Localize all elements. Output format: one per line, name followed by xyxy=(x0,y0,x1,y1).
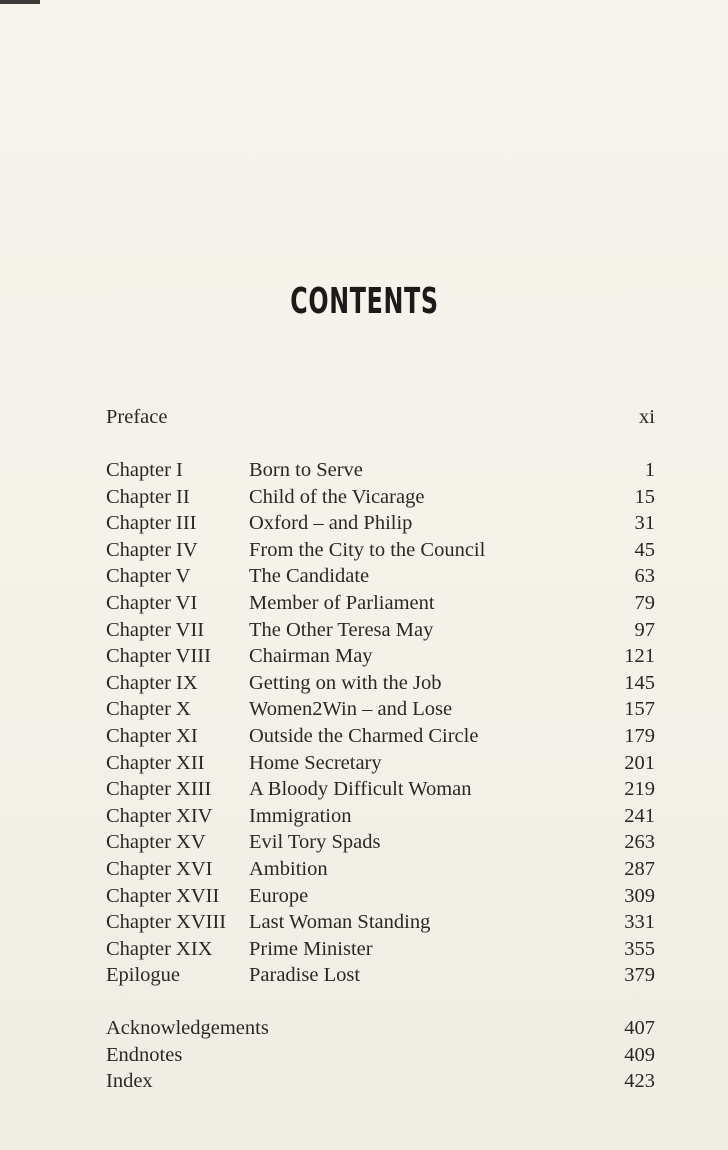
toc-entry xyxy=(106,404,655,431)
entry-title: Europe xyxy=(249,884,309,907)
page-title: CONTENTS xyxy=(289,281,439,322)
entry-title: A Bloody Difficult Woman xyxy=(249,778,472,801)
entry-label: Chapter VIII xyxy=(106,645,211,668)
toc-entry xyxy=(106,962,655,989)
entry-label: Endnotes xyxy=(106,1043,183,1066)
page-number: 31 xyxy=(634,512,655,535)
page-number: 145 xyxy=(624,671,655,694)
toc-entry xyxy=(106,909,655,936)
toc-entry xyxy=(106,617,655,644)
page-number: 423 xyxy=(624,1070,655,1093)
page-number: 157 xyxy=(624,698,655,721)
entry-title: Paradise Lost xyxy=(249,964,361,987)
page-number: 179 xyxy=(624,725,655,747)
entry-label: Preface xyxy=(106,406,168,428)
entry-title: Last Woman Standing xyxy=(249,911,431,934)
page-number: 63 xyxy=(634,565,655,588)
toc-entry xyxy=(106,803,655,830)
toc-entry xyxy=(106,723,655,750)
toc-entry xyxy=(106,1042,655,1069)
entry-label: Chapter XII xyxy=(106,751,205,774)
toc-entry xyxy=(106,537,655,564)
toc-entry xyxy=(106,856,655,883)
entry-label: Chapter II xyxy=(106,485,190,508)
entry-title: Women2Win – and Lose xyxy=(249,698,453,721)
page-number: 121 xyxy=(624,645,655,668)
page-number: xi xyxy=(639,406,655,428)
toc-entry xyxy=(106,829,655,856)
page-number: 241 xyxy=(624,804,655,827)
entry-label: Acknowledgements xyxy=(106,1017,269,1039)
page-number: 379 xyxy=(624,964,655,987)
entry-label: Chapter IX xyxy=(106,671,198,694)
page-number: 407 xyxy=(624,1017,655,1039)
toc-entry xyxy=(106,510,655,537)
toc-entry xyxy=(106,643,655,670)
toc-entry xyxy=(106,484,655,511)
entry-label: Chapter V xyxy=(106,565,191,588)
toc-entry xyxy=(106,670,655,697)
entry-label: Chapter XI xyxy=(106,725,198,747)
entry-label: Chapter VI xyxy=(106,592,198,614)
entry-title: Oxford – and Philip xyxy=(249,512,413,535)
toc-entry xyxy=(106,1015,655,1042)
entry-label: Chapter IV xyxy=(106,538,198,561)
entry-title: The Candidate xyxy=(249,565,370,588)
entry-title: Getting on with the Job xyxy=(249,671,442,694)
entry-label: Chapter VII xyxy=(106,618,205,641)
entry-title: The Other Teresa May xyxy=(249,618,434,641)
entry-title: Prime Minister xyxy=(249,937,373,960)
entry-title: Ambition xyxy=(249,858,328,880)
toc-entry xyxy=(106,457,655,484)
entry-label: Epilogue xyxy=(106,964,181,987)
toc-entry xyxy=(106,1068,655,1095)
toc-entry xyxy=(106,750,655,777)
entry-title: Chairman May xyxy=(249,645,373,668)
entry-label: Index xyxy=(106,1070,153,1093)
entry-label: Chapter XVIII xyxy=(106,911,227,934)
page-number: 355 xyxy=(624,937,655,960)
toc-entry xyxy=(106,563,655,590)
toc-entry xyxy=(106,883,655,910)
page-number: 79 xyxy=(634,592,655,614)
entry-label: Chapter XIX xyxy=(106,937,213,960)
page-number: 287 xyxy=(624,858,655,880)
entry-title: Home Secretary xyxy=(249,751,382,774)
page-number: 309 xyxy=(624,884,655,907)
toc-entry xyxy=(106,696,655,723)
page-number: 219 xyxy=(624,778,655,801)
entry-label: Chapter X xyxy=(106,698,191,721)
entry-title: From the City to the Council xyxy=(249,538,486,561)
entry-title: Member of Parliament xyxy=(249,592,435,614)
page-number: 201 xyxy=(624,751,655,774)
entry-label: Chapter XVI xyxy=(106,858,213,880)
page-number: 263 xyxy=(624,831,655,854)
entry-title: Outside the Charmed Circle xyxy=(249,725,479,747)
entry-label: Chapter XV xyxy=(106,831,206,854)
toc-entry xyxy=(106,590,655,617)
page-number: 45 xyxy=(634,538,655,561)
entry-title: Child of the Vicarage xyxy=(249,485,425,508)
entry-title: Born to Serve xyxy=(249,459,363,481)
entry-title: Immigration xyxy=(249,804,352,827)
entry-label: Chapter XIV xyxy=(106,804,213,827)
toc-entry xyxy=(106,936,655,963)
entry-label: Chapter XVII xyxy=(106,884,220,907)
entry-label: Chapter I xyxy=(106,459,183,481)
page-number: 15 xyxy=(634,485,655,508)
page-number: 1 xyxy=(644,459,655,481)
page-number: 97 xyxy=(634,618,655,641)
entry-label: Chapter III xyxy=(106,512,197,535)
page-number: 409 xyxy=(624,1043,655,1066)
entry-label: Chapter XIII xyxy=(106,778,212,801)
entry-title: Evil Tory Spads xyxy=(249,831,381,854)
toc-entry xyxy=(106,776,655,803)
page-number: 331 xyxy=(624,911,655,934)
page-edge-shadow xyxy=(0,0,40,4)
